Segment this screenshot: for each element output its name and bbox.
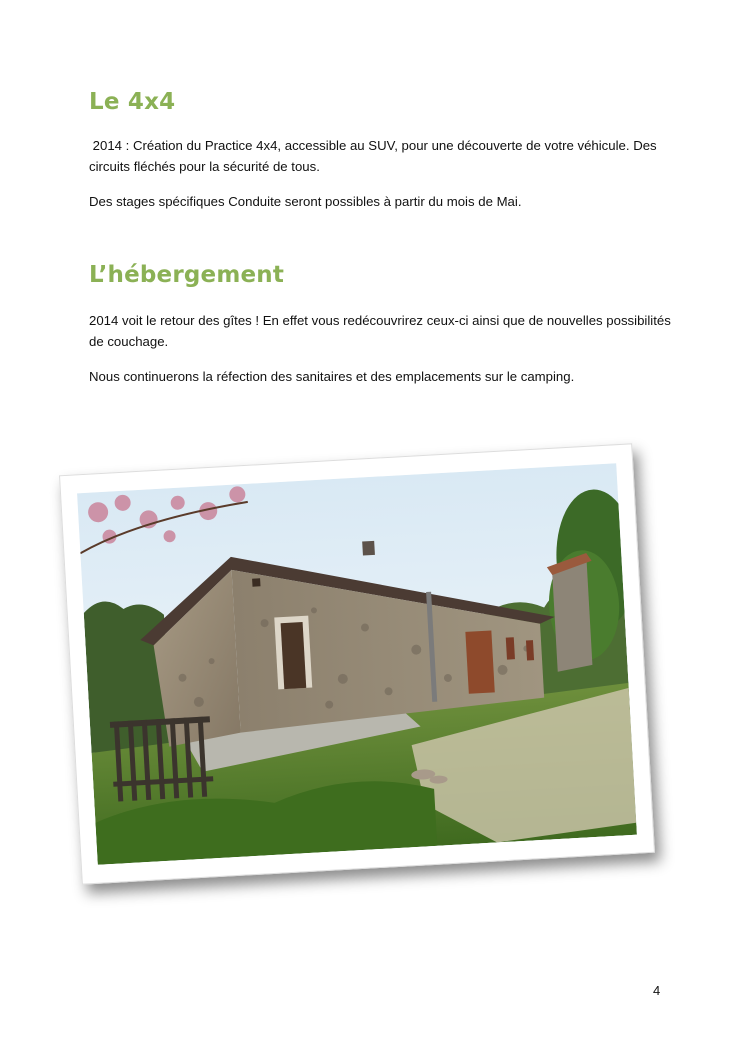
photo-frame [59, 443, 655, 884]
paragraph-practice-4x4: 2014 : Création du Practice 4x4, accessible au SUV, pour une découverte de votre véhicule. Des circuits fléchés pour la sécurité de tous. [89, 138, 661, 174]
stone-house-illustration [77, 463, 637, 865]
section-heading-hebergement: L’hébergement [89, 262, 285, 288]
paragraph-stages-conduite: Des stages spécifiques Conduite seront possibles à partir du mois de Mai. [89, 194, 522, 209]
section-heading-4x4: Le 4x4 [89, 89, 176, 115]
stone-house-photo [77, 463, 637, 865]
paragraph-gites: 2014 voit le retour des gîtes ! En effet vous redécouvrirez ceux-ci ainsi que de nouvelles possibilités de couchage. [89, 313, 671, 349]
page-number: 4 [653, 983, 661, 998]
paragraph-sanitaires: Nous continuerons la réfection des sanitaires et des emplacements sur le camping. [89, 369, 575, 384]
